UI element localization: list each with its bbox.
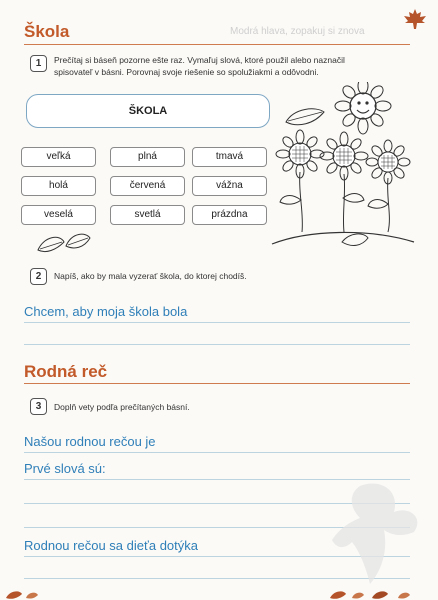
writing-line[interactable] (24, 344, 410, 345)
exercise-3-line-3: Rodnou rečou sa dieťa dotýka (24, 538, 198, 553)
word-box[interactable]: svetlá (110, 205, 185, 225)
section-divider (24, 383, 410, 384)
exercise-3-line-2: Prvé slová sú: (24, 461, 106, 476)
word-box[interactable]: tmavá (192, 147, 267, 167)
word-box[interactable]: veselá (21, 205, 96, 225)
section-title-skola: Škola (24, 22, 70, 41)
ghost-text: Modrá hlava, zopakuj si znova (230, 26, 365, 37)
exercise-3-number: 3 (30, 398, 47, 415)
exercise-3-instruction: Doplň vety podľa prečítaných básní. (54, 402, 190, 412)
word-box[interactable]: plná (110, 147, 185, 167)
exercise-3-line-1: Našou rodnou rečou je (24, 434, 156, 449)
exercise-2-prompt: Chcem, aby moja škola bola (24, 304, 188, 319)
footer-leaves-icon (0, 586, 438, 600)
word-box[interactable]: veľká (21, 147, 96, 167)
leaves-icon (34, 228, 94, 258)
writing-line[interactable] (24, 452, 410, 453)
word-card-title: ŠKOLA (26, 94, 270, 128)
sunflowers-illustration (268, 82, 418, 252)
section-title-rodna-rec: Rodná reč (24, 362, 108, 381)
word-box[interactable]: holá (21, 176, 96, 196)
section-divider (24, 44, 410, 45)
exercise-1-instruction: Prečítaj si báseň pozorne ešte raz. Vymaľuj slová, ktoré použil alebo naznačil spisovateľ v básni. Porovnaj svoje riešenie so spolužiakmi a odôvodni. (54, 55, 345, 77)
exercise-1-number: 1 (30, 55, 47, 72)
watermark-logo (330, 478, 426, 588)
word-box[interactable]: červená (110, 176, 185, 196)
maple-leaf-icon (402, 8, 428, 30)
writing-line[interactable] (24, 322, 410, 323)
exercise-2-instruction: Napíš, ako by mala vyzerať škola, do ktorej chodíš. (54, 271, 247, 281)
exercise-2-number: 2 (30, 268, 47, 285)
word-box[interactable]: vážna (192, 176, 267, 196)
word-box[interactable]: prázdna (192, 205, 267, 225)
